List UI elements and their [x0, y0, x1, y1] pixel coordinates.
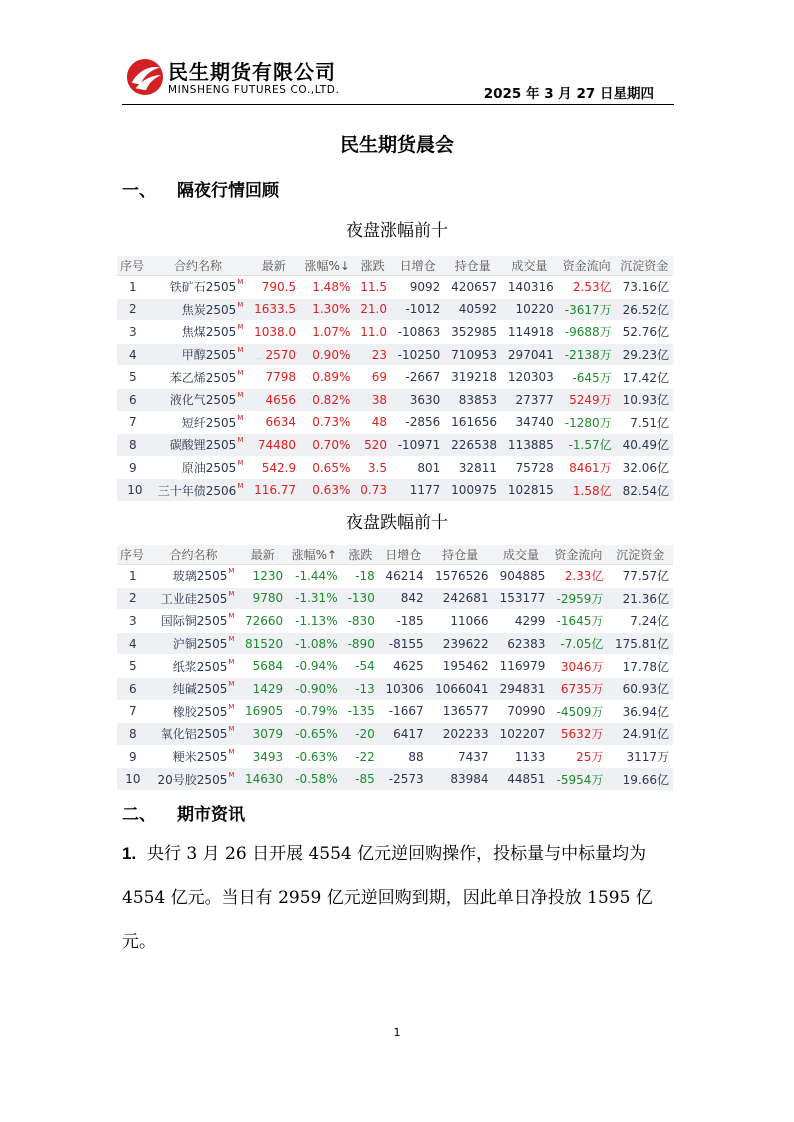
section-heading-1: [122, 176, 279, 201]
col-index-cell: 7: [117, 411, 149, 434]
main-contract-marker: M: [228, 635, 235, 644]
col-volume-cell: 62383: [493, 632, 550, 655]
col-latest-cell: 2570: [247, 343, 300, 366]
table-row: [117, 456, 673, 479]
col-oi-change-cell: -2856: [391, 411, 444, 434]
col-open-interest-cell: 1576526: [428, 565, 493, 588]
col-contract-cell: 工业硅$2505^M$: [149, 587, 239, 610]
col-volume-header: 成交量: [501, 256, 558, 276]
col-volume-cell: 27377: [501, 388, 558, 411]
main-contract-marker: M: [237, 481, 244, 490]
page-number: 1: [393, 1026, 401, 1039]
col-index-cell: 9: [117, 456, 149, 479]
table-row: [117, 745, 673, 768]
col-change-cell: -85: [342, 768, 379, 791]
col-contract-cell: 甲醇$2505^M$: [149, 343, 248, 366]
col-settled-funds-cell: 175.81亿: [607, 632, 673, 655]
col-oi-change-cell: -10250: [391, 343, 444, 366]
col-open-interest-cell: 83853: [444, 388, 501, 411]
company-logo-icon: [126, 58, 164, 96]
col-oi-change-cell: -1012: [391, 298, 444, 321]
table-row: [117, 366, 673, 389]
main-contract-marker: M: [228, 657, 235, 666]
col-volume-cell: 153177: [493, 587, 550, 610]
col-oi-change-cell: 4625: [379, 655, 428, 678]
main-contract-marker: M: [237, 300, 244, 309]
col-change-pct-header: 涨幅%↓: [300, 256, 354, 276]
col-contract-cell: 纸浆$2505^M$: [149, 655, 239, 678]
col-fund-flow-cell: -3617万: [558, 298, 616, 321]
company-name-cn: 民生期货有限公司: [168, 60, 336, 84]
col-fund-flow-cell: -9688万: [558, 321, 616, 344]
col-volume-cell: 75728: [501, 456, 558, 479]
col-fund-flow-cell: -1280万: [558, 411, 616, 434]
col-latest-cell: 5684: [238, 655, 287, 678]
section-number: 一、: [122, 181, 156, 201]
col-change-pct-cell: 0.73%: [300, 411, 354, 434]
col-fund-flow-cell: 3046万: [549, 655, 607, 678]
col-settled-funds-cell: 40.49亿: [616, 434, 673, 457]
col-index-cell: 2: [117, 587, 149, 610]
col-oi-change-cell: -2667: [391, 366, 444, 389]
col-settled-funds-cell: 26.52亿: [616, 298, 673, 321]
col-change-cell: -130: [342, 587, 379, 610]
col-change-cell: -830: [342, 610, 379, 633]
col-oi-change-cell: -10863: [391, 321, 444, 344]
col-oi-change-cell: -8155: [379, 632, 428, 655]
col-contract-cell: 20号胶$2505^M$: [149, 768, 239, 791]
col-volume-cell: 116979: [493, 655, 550, 678]
col-change-pct-cell: -0.90%: [287, 677, 341, 700]
document-title: 民生期货晨会: [339, 134, 454, 156]
col-open-interest-cell: 195462: [428, 655, 493, 678]
main-contract-marker: M: [228, 725, 235, 734]
col-contract-cell: 短纤$2505^M$: [149, 411, 248, 434]
col-index-cell: 3: [117, 610, 149, 633]
col-index-cell: 3: [117, 321, 149, 344]
table-row: [117, 655, 673, 678]
table-row: [117, 587, 673, 610]
col-change-pct-cell: -0.79%: [287, 700, 341, 723]
col-settled-funds-header: 沉淀资金: [616, 256, 673, 276]
col-contract-cell: 苯乙烯$2505^M$: [149, 366, 248, 389]
col-change-pct-header: 涨幅%↑: [287, 545, 341, 565]
section-title: 期市资讯: [177, 805, 245, 825]
col-index-cell: 6: [117, 388, 149, 411]
main-contract-marker: M: [237, 413, 244, 422]
col-volume-cell: 114918: [501, 321, 558, 344]
col-volume-cell: 34740: [501, 411, 558, 434]
col-change-cell: 23: [354, 343, 391, 366]
col-change-pct-cell: -0.65%: [287, 723, 341, 746]
col-oi-change-cell: -10971: [391, 434, 444, 457]
col-contract-cell: 原油$2505^M$: [149, 456, 248, 479]
col-contract-cell: 玻璃$2505^M$: [149, 565, 239, 588]
col-settled-funds-cell: 24.91亿: [607, 723, 673, 746]
col-index-cell: 5: [117, 366, 149, 389]
col-settled-funds-cell: 7.24亿: [607, 610, 673, 633]
col-index-cell: 8: [117, 723, 149, 746]
col-open-interest-cell: 242681: [428, 587, 493, 610]
col-volume-cell: 1133: [493, 745, 550, 768]
col-settled-funds-cell: 19.66亿: [607, 768, 673, 791]
col-oi-change-cell: 801: [391, 456, 444, 479]
col-latest-cell: 4656: [247, 388, 300, 411]
col-settled-funds-cell: 60.93亿: [607, 677, 673, 700]
col-settled-funds-cell: 17.42亿: [616, 366, 673, 389]
col-index-cell: 10: [117, 479, 149, 502]
col-oi-change-cell: -1667: [379, 700, 428, 723]
col-contract-header: 合约名称: [149, 545, 239, 565]
main-contract-marker: M: [228, 770, 235, 779]
main-contract-marker: M: [228, 680, 235, 689]
col-latest-cell: 790.5: [247, 276, 300, 299]
main-contract-marker: M: [237, 278, 244, 287]
col-volume-cell: 904885: [493, 565, 550, 588]
col-volume-cell: 102815: [501, 479, 558, 502]
col-change-cell: 38: [354, 388, 391, 411]
col-change-cell: -20: [342, 723, 379, 746]
col-volume-cell: 4299: [493, 610, 550, 633]
table-header-row: [117, 256, 673, 276]
col-index-cell: 7: [117, 700, 149, 723]
col-volume-cell: 294831: [493, 677, 550, 700]
col-volume-cell: 120303: [501, 366, 558, 389]
col-index-header: 序号: [117, 545, 149, 565]
col-volume-cell: 70990: [493, 700, 550, 723]
col-fund-flow-cell: -1645万: [549, 610, 607, 633]
section-heading-2: [122, 800, 245, 825]
col-open-interest-cell: 1066041: [428, 677, 493, 700]
losers-table-title: 夜盘跌幅前十: [346, 513, 448, 533]
report-date: 2025 年 3 月 27 日星期四: [483, 86, 654, 102]
main-contract-marker: M: [228, 748, 235, 757]
col-change-pct-cell: -1.31%: [287, 587, 341, 610]
table-row: [117, 321, 673, 344]
col-latest-cell: 1429: [238, 677, 287, 700]
col-contract-cell: 沪铜$2505^M$: [149, 632, 239, 655]
col-open-interest-cell: 420657: [444, 276, 501, 299]
col-open-interest-cell: 319218: [444, 366, 501, 389]
col-index-cell: 4: [117, 632, 149, 655]
col-oi-change-cell: 3630: [391, 388, 444, 411]
col-contract-cell: 液化气$2505^M$: [149, 388, 248, 411]
section-title: 隔夜行情回顾: [177, 181, 279, 201]
col-change-pct-cell: -0.94%: [287, 655, 341, 678]
col-open-interest-cell: 7437: [428, 745, 493, 768]
table-row: [117, 479, 673, 502]
table-row: [117, 565, 673, 588]
col-volume-cell: 102207: [493, 723, 550, 746]
col-change-pct-cell: -0.63%: [287, 745, 341, 768]
col-contract-cell: 三十年债$2506^M$: [149, 479, 248, 502]
main-contract-marker: M: [228, 612, 235, 621]
col-open-interest-cell: 100975: [444, 479, 501, 502]
col-contract-cell: 粳米$2505^M$: [149, 745, 239, 768]
col-open-interest-cell: 239622: [428, 632, 493, 655]
col-volume-cell: 113885: [501, 434, 558, 457]
col-volume-cell: 44851: [493, 768, 550, 791]
col-index-cell: 4: [117, 343, 149, 366]
col-volume-header: 成交量: [493, 545, 550, 565]
col-oi-change-cell: 1177: [391, 479, 444, 502]
col-fund-flow-cell: 25万: [549, 745, 607, 768]
col-contract-cell: 碳酸锂$2505^M$: [149, 434, 248, 457]
col-latest-cell: 7798: [247, 366, 300, 389]
col-index-cell: 10: [117, 768, 149, 791]
col-fund-flow-cell: -2959万: [549, 587, 607, 610]
col-oi-change-cell: 9092: [391, 276, 444, 299]
col-settled-funds-cell: 73.16亿: [616, 276, 673, 299]
col-change-cell: -54: [342, 655, 379, 678]
losers-table: [117, 545, 673, 791]
col-change-pct-cell: 0.89%: [300, 366, 354, 389]
col-volume-cell: 10220: [501, 298, 558, 321]
table-row: [117, 768, 673, 791]
main-contract-marker: M: [237, 346, 244, 355]
col-change-pct-cell: 0.82%: [300, 388, 354, 411]
col-fund-flow-cell: -4509万: [549, 700, 607, 723]
col-change-pct-cell: -0.58%: [287, 768, 341, 791]
col-open-interest-cell: 83984: [428, 768, 493, 791]
col-change-pct-cell: 0.90%: [300, 343, 354, 366]
col-latest-cell: 1230: [238, 565, 287, 588]
table-row: [117, 434, 673, 457]
col-oi-change-header: 日增仓: [379, 545, 428, 565]
table-row: [117, 343, 673, 366]
col-change-cell: 69: [354, 366, 391, 389]
col-oi-change-cell: -2573: [379, 768, 428, 791]
col-oi-change-header: 日增仓: [391, 256, 444, 276]
col-open-interest-cell: 352985: [444, 321, 501, 344]
col-change-cell: 21.0: [354, 298, 391, 321]
gainers-table: [117, 256, 673, 502]
col-change-cell: 11.0: [354, 321, 391, 344]
col-settled-funds-cell: 52.76亿: [616, 321, 673, 344]
col-settled-funds-cell: 29.23亿: [616, 343, 673, 366]
col-open-interest-cell: 11066: [428, 610, 493, 633]
table-row: [117, 388, 673, 411]
table-row: [117, 632, 673, 655]
col-settled-funds-cell: 10.93亿: [616, 388, 673, 411]
main-contract-marker: M: [237, 459, 244, 468]
col-change-pct-cell: 1.07%: [300, 321, 354, 344]
col-fund-flow-header: 资金流向: [549, 545, 607, 565]
company-name-en: MINSHENG FUTURES CO.,LTD.: [168, 84, 340, 96]
col-latest-cell: 16905: [238, 700, 287, 723]
col-change-cell: -22: [342, 745, 379, 768]
gainers-table-title: 夜盘涨幅前十: [346, 221, 448, 241]
col-oi-change-cell: 88: [379, 745, 428, 768]
col-oi-change-cell: 46214: [379, 565, 428, 588]
col-latest-cell: 1633.5: [247, 298, 300, 321]
col-fund-flow-cell: 2.33亿: [549, 565, 607, 588]
col-open-interest-header: 持仓量: [428, 545, 493, 565]
col-latest-header: 最新: [247, 256, 300, 276]
col-fund-flow-cell: -5954万: [549, 768, 607, 791]
col-fund-flow-cell: 5632万: [549, 723, 607, 746]
col-contract-cell: 氧化铝$2505^M$: [149, 723, 239, 746]
col-settled-funds-cell: 32.06亿: [616, 456, 673, 479]
table-row: [117, 298, 673, 321]
col-fund-flow-header: 资金流向: [558, 256, 616, 276]
col-latest-cell: 14630: [238, 768, 287, 791]
col-oi-change-cell: -185: [379, 610, 428, 633]
col-volume-cell: 297041: [501, 343, 558, 366]
col-latest-cell: 1038.0: [247, 321, 300, 344]
col-change-cell: 11.5: [354, 276, 391, 299]
table-row: [117, 700, 673, 723]
col-contract-cell: 焦炭$2505^M$: [149, 298, 248, 321]
col-settled-funds-cell: 21.36亿: [607, 587, 673, 610]
col-change-cell: 520: [354, 434, 391, 457]
col-oi-change-cell: 842: [379, 587, 428, 610]
col-change-pct-cell: 0.63%: [300, 479, 354, 502]
col-change-cell: 3.5: [354, 456, 391, 479]
table-row: [117, 610, 673, 633]
col-latest-cell: 6634: [247, 411, 300, 434]
col-index-cell: 1: [117, 276, 149, 299]
col-open-interest-cell: 710953: [444, 343, 501, 366]
col-settled-funds-cell: 82.54亿: [616, 479, 673, 502]
col-settled-funds-cell: 17.78亿: [607, 655, 673, 678]
col-contract-header: 合约名称: [149, 256, 248, 276]
main-contract-marker: M: [228, 567, 235, 576]
col-change-pct-cell: -1.08%: [287, 632, 341, 655]
col-settled-funds-cell: 3117万: [607, 745, 673, 768]
col-latest-cell: 3493: [238, 745, 287, 768]
col-oi-change-cell: 10306: [379, 677, 428, 700]
main-contract-marker: M: [228, 702, 235, 711]
table-row: [117, 276, 673, 299]
col-open-interest-cell: 161656: [444, 411, 501, 434]
col-contract-cell: 橡胶$2505^M$: [149, 700, 239, 723]
col-change-cell: 0.73: [354, 479, 391, 502]
col-change-pct-cell: -1.13%: [287, 610, 341, 633]
main-contract-marker: M: [237, 391, 244, 400]
col-open-interest-cell: 136577: [428, 700, 493, 723]
col-open-interest-cell: 226538: [444, 434, 501, 457]
col-index-cell: 1: [117, 565, 149, 588]
col-latest-header: 最新: [238, 545, 287, 565]
col-index-cell: 8: [117, 434, 149, 457]
col-index-cell: 5: [117, 655, 149, 678]
news-number: 1.: [122, 844, 137, 863]
col-fund-flow-cell: -1.57亿: [558, 434, 616, 457]
table-row: [117, 723, 673, 746]
col-open-interest-cell: 202233: [428, 723, 493, 746]
col-change-pct-cell: -1.44%: [287, 565, 341, 588]
main-contract-marker: M: [237, 436, 244, 445]
news-text: 央行 3 月 26 日开展 4554 亿元逆回购操作，投标量与中标量均为 4554 亿元。当日有 2959 亿元逆回购到期，因此单日净投放 1595 亿元。: [122, 844, 653, 952]
news-item: [122, 832, 674, 964]
col-oi-change-cell: 6417: [379, 723, 428, 746]
col-change-pct-cell: 0.70%: [300, 434, 354, 457]
col-settled-funds-cell: 36.94亿: [607, 700, 673, 723]
table-row: [117, 677, 673, 700]
col-change-cell: -890: [342, 632, 379, 655]
col-latest-cell: 81520: [238, 632, 287, 655]
col-fund-flow-cell: 1.58亿: [558, 479, 616, 502]
col-change-cell: -135: [342, 700, 379, 723]
col-index-cell: 2: [117, 298, 149, 321]
col-settled-funds-cell: 77.57亿: [607, 565, 673, 588]
col-change-cell: -13: [342, 677, 379, 700]
section-number: 二、: [122, 805, 156, 825]
col-index-cell: 6: [117, 677, 149, 700]
table-row: [117, 411, 673, 434]
col-latest-cell: 72660: [238, 610, 287, 633]
col-change-pct-cell: 1.48%: [300, 276, 354, 299]
col-latest-cell: 9780: [238, 587, 287, 610]
main-contract-marker: M: [228, 589, 235, 598]
col-index-header: 序号: [117, 256, 149, 276]
col-contract-cell: 纯碱$2505^M$: [149, 677, 239, 700]
col-fund-flow-cell: 8461万: [558, 456, 616, 479]
col-latest-cell: 542.9: [247, 456, 300, 479]
col-change-cell: 48: [354, 411, 391, 434]
col-change-cell: -18: [342, 565, 379, 588]
col-fund-flow-cell: -2138万: [558, 343, 616, 366]
page-header: [122, 52, 674, 105]
col-settled-funds-header: 沉淀资金: [607, 545, 673, 565]
col-latest-cell: 3079: [238, 723, 287, 746]
col-fund-flow-cell: -7.05亿: [549, 632, 607, 655]
col-fund-flow-cell: 5249万: [558, 388, 616, 411]
col-open-interest-cell: 32811: [444, 456, 501, 479]
col-fund-flow-cell: 6735万: [549, 677, 607, 700]
col-change-pct-cell: 1.30%: [300, 298, 354, 321]
col-settled-funds-cell: 7.51亿: [616, 411, 673, 434]
table-header-row: [117, 545, 673, 565]
col-index-cell: 9: [117, 745, 149, 768]
col-fund-flow-cell: 2.53亿: [558, 276, 616, 299]
col-latest-cell: 74480: [247, 434, 300, 457]
col-open-interest-header: 持仓量: [444, 256, 501, 276]
col-contract-cell: 国际铜$2505^M$: [149, 610, 239, 633]
col-volume-cell: 140316: [501, 276, 558, 299]
col-change-header: 涨跌: [342, 545, 379, 565]
col-latest-cell: 116.77: [247, 479, 300, 502]
col-change-pct-cell: 0.65%: [300, 456, 354, 479]
col-change-header: 涨跌: [354, 256, 391, 276]
col-contract-cell: 铁矿石$2505^M$: [149, 276, 248, 299]
main-contract-marker: M: [237, 323, 244, 332]
col-open-interest-cell: 40592: [444, 298, 501, 321]
col-contract-cell: 焦煤$2505^M$: [149, 321, 248, 344]
main-contract-marker: M: [237, 368, 244, 377]
col-fund-flow-cell: -645万: [558, 366, 616, 389]
